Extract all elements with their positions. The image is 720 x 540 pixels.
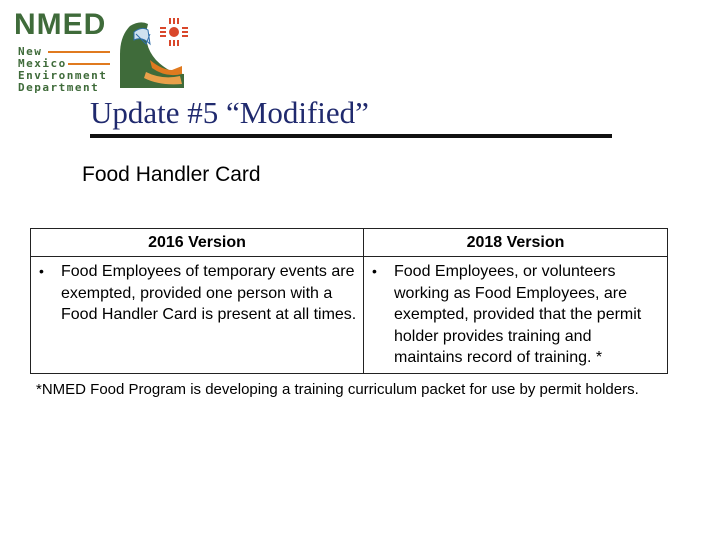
logo-word-environment: Environment [18,69,108,82]
logo-word-department: Department [18,81,100,94]
slide-title: Update #5 “Modified” [90,95,369,130]
logo-word-mexico: Mexico [18,57,67,70]
logo-word-new: New [18,45,43,58]
logo-wordmark [18,46,107,94]
table-header-row [31,229,668,257]
nm-landscape-icon [116,14,188,90]
logo-rule [48,51,110,53]
bullet-text-2016: Food Employees of temporary events are exempted, provided one person with a Food Handler Card is present at all times. [61,263,357,323]
bullet-icon: • [372,263,377,279]
header-2016-version: 2016 Version [31,229,364,257]
logo-acronym: NMED [14,8,107,41]
nmed-logo [14,10,194,92]
bullet-icon: • [39,263,44,279]
comparison-table [30,228,668,374]
table-row [31,257,668,374]
bullet-text-2018: Food Employees, or volunteers working as Food Employees, are exempted, provided that the permit holder provides training and maintains record of training. * [394,263,642,366]
header-2018-version: 2018 Version [364,229,668,257]
cell-2018-version [364,257,668,374]
slide-subtitle: Food Handler Card [82,163,261,186]
cell-2016-version [31,257,364,374]
title-underline [90,134,612,138]
footnote: *NMED Food Program is developing a training curriculum packet for use by permit holders. [36,381,639,398]
logo-rule [68,63,110,65]
